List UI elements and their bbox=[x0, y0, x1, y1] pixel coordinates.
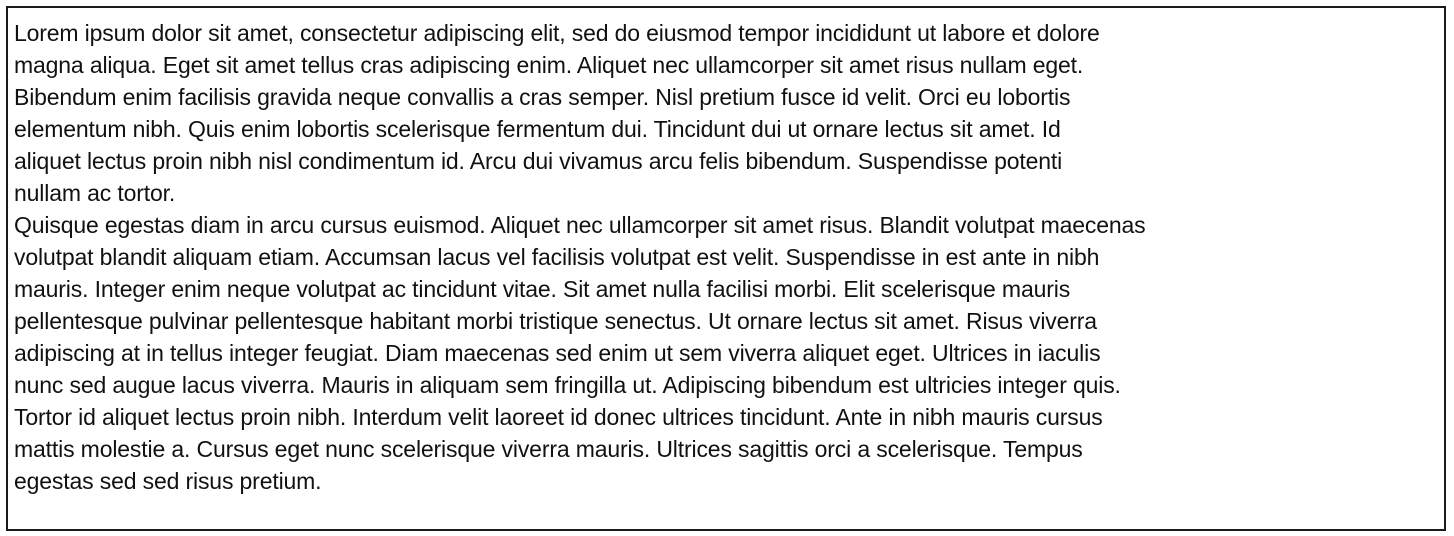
text-line: Bibendum enim facilisis gravida neque convallis a cras semper. Nisl pretium fusce id velit. Orci eu lobortis bbox=[14, 84, 1071, 110]
text-line: mattis molestie a. Cursus eget nunc scelerisque viverra mauris. Ultrices sagittis orci a scelerisque. Tempus bbox=[14, 436, 1083, 462]
paragraph-1 bbox=[14, 17, 1444, 209]
text-line: adipiscing at in tellus integer feugiat. Diam maecenas sed enim ut sem viverra aliquet eget. Ultrices in iaculis bbox=[14, 340, 1101, 366]
text-line: aliquet lectus proin nibh nisl condimentum id. Arcu dui vivamus arcu felis bibendum. Suspendisse potenti bbox=[14, 148, 1063, 174]
text-line: mauris. Integer enim neque volutpat ac tincidunt vitae. Sit amet nulla facilisi morbi. Elit scelerisque mauris bbox=[14, 276, 1071, 302]
text-line: pellentesque pulvinar pellentesque habitant morbi tristique senectus. Ut ornare lectus sit amet. Risus viverra bbox=[14, 308, 1097, 334]
text-line: nunc sed augue lacus viverra. Mauris in aliquam sem fringilla ut. Adipiscing bibendum est ultricies integer quis. bbox=[14, 372, 1121, 398]
text-line: Lorem ipsum dolor sit amet, consectetur adipiscing elit, sed do eiusmod tempor incididunt ut labore et dolore bbox=[14, 20, 1100, 46]
text-line: egestas sed sed risus pretium. bbox=[14, 468, 322, 494]
text-area[interactable] bbox=[6, 6, 1446, 531]
text-line: volutpat blandit aliquam etiam. Accumsan lacus vel facilisis volutpat est velit. Suspendisse in est ante in nibh bbox=[14, 244, 1100, 270]
text-line: magna aliqua. Eget sit amet tellus cras adipiscing enim. Aliquet nec ullamcorper sit amet risus nullam eget. bbox=[14, 52, 1084, 78]
text-line: Tortor id aliquet lectus proin nibh. Interdum velit laoreet id donec ultrices tincidunt. Ante in nibh mauris cursus bbox=[14, 404, 1103, 430]
paragraph-2 bbox=[14, 209, 1444, 497]
text-line: Quisque egestas diam in arcu cursus euismod. Aliquet nec ullamcorper sit amet risus. Blandit volutpat maecenas bbox=[14, 212, 1146, 238]
text-line: nullam ac tortor. bbox=[14, 180, 176, 206]
text-line: elementum nibh. Quis enim lobortis scelerisque fermentum dui. Tincidunt dui ut ornare lectus sit amet. Id bbox=[14, 116, 1061, 142]
